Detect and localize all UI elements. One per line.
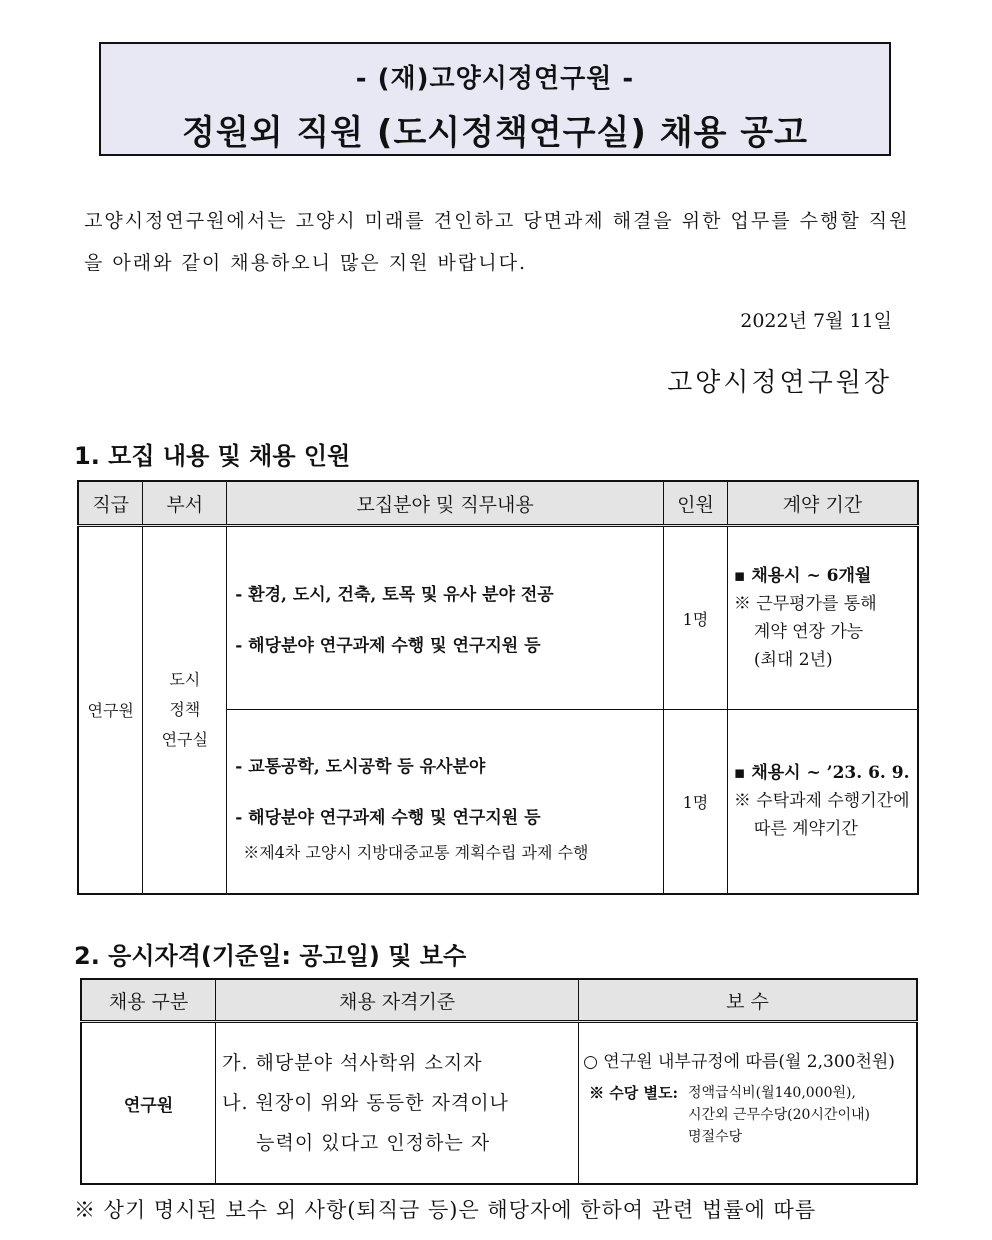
qualification-line: 능력이 있다고 인정하는 자 bbox=[256, 1132, 491, 1154]
count-cell: 1명 bbox=[664, 526, 728, 710]
period-note: ※ 수탁과제 수행기간에 bbox=[733, 791, 910, 812]
signer: 고양시정연구원장 bbox=[667, 368, 892, 398]
period-cell bbox=[727, 526, 918, 710]
period-note: ※ 근무평가를 통해 bbox=[733, 594, 877, 614]
duties-cell bbox=[227, 710, 664, 894]
section1-heading: 1. 모집 내용 및 채용 인원 bbox=[74, 442, 351, 470]
dept-line: 연구실 bbox=[161, 729, 208, 749]
period-main: ▪ 채용시 ~ 6개월 bbox=[733, 566, 872, 586]
duty-line: - 교통공학, 도시공학 등 유사분야 bbox=[235, 756, 486, 777]
col-header: 계약 기간 bbox=[727, 481, 918, 526]
pay-cell bbox=[579, 1022, 917, 1185]
period-note: 따른 계약기간 bbox=[753, 819, 858, 840]
col-header: 직급 bbox=[78, 481, 143, 526]
pay-item: 시간외 근무수당(20시간이내) bbox=[688, 1107, 870, 1123]
duty-line: - 해당분야 연구과제 수행 및 연구지원 등 bbox=[235, 636, 541, 656]
duties-cell bbox=[227, 526, 664, 710]
period-cell bbox=[727, 710, 918, 894]
count-cell: 1명 bbox=[664, 710, 728, 894]
recruitment-table bbox=[77, 480, 919, 895]
table-row bbox=[81, 1022, 917, 1185]
intro-paragraph: 고양시정연구원에서는 고양시 미래를 견인하고 당면과제 해결을 위한 업무를 수행할 직원을 아래와 같이 채용하오니 많은 지원 바랍니다. bbox=[84, 210, 910, 274]
section2-heading: 2. 응시자격(기준일: 공고일) 및 보수 bbox=[74, 942, 467, 970]
title-box bbox=[99, 42, 891, 156]
table-header-row bbox=[78, 481, 918, 526]
qualification-line: 가. 해당분야 석사학위 소지자 bbox=[222, 1052, 483, 1074]
period-note: 계약 연장 가능 bbox=[753, 622, 864, 642]
col-header: 모집분야 및 직무내용 bbox=[227, 481, 664, 526]
period-main: ▪ 채용시 ~ ’23. 6. 9. bbox=[733, 763, 910, 784]
pay-label: ※ 수당 별도: bbox=[589, 1084, 679, 1102]
title-main: 정원외 직원 (도시정책연구실) 채용 공고 bbox=[182, 113, 808, 153]
dept-line: 정책 bbox=[169, 699, 201, 719]
duty-line: - 해당분야 연구과제 수행 및 연구지원 등 bbox=[235, 807, 541, 828]
col-header: 인원 bbox=[664, 481, 728, 526]
pay-item: 정액급식비(월140,000원), bbox=[688, 1085, 856, 1101]
col-header: 보 수 bbox=[579, 979, 917, 1022]
qualification-cell bbox=[216, 1022, 579, 1185]
qualification-line: 나. 원장이 위와 동등한 자격이나 bbox=[222, 1092, 509, 1114]
table-row bbox=[78, 526, 918, 710]
duty-note: ※제4차 고양시 지방대중교통 계획수립 과제 수행 bbox=[243, 842, 589, 862]
col-header: 채용 자격기준 bbox=[216, 979, 579, 1022]
pay-extra bbox=[583, 1082, 916, 1148]
pay-main: ○ 연구원 내부규정에 따름(월 2,300천원) bbox=[583, 1052, 895, 1072]
announcement-date: 2022년 7월 11일 bbox=[740, 310, 892, 332]
rank-cell: 연구원 bbox=[78, 526, 143, 894]
title-subtitle: - (재)고양시정연구원 - bbox=[355, 64, 635, 94]
period-note: (최대 2년) bbox=[753, 650, 833, 670]
type-cell: 연구원 bbox=[81, 1022, 216, 1185]
dept-cell bbox=[143, 526, 227, 894]
pay-item: 명절수당 bbox=[688, 1129, 743, 1145]
dept-line: 도시 bbox=[169, 669, 201, 689]
qualification-table bbox=[80, 978, 918, 1185]
col-header: 채용 구분 bbox=[81, 979, 216, 1022]
duty-line: - 환경, 도시, 건축, 토목 및 유사 분야 전공 bbox=[235, 585, 554, 605]
table-header-row bbox=[81, 979, 917, 1022]
footer-note: ※ 상기 명시된 보수 외 사항(퇴직금 등)은 해당자에 한하여 관련 법률에 따름 bbox=[74, 1198, 817, 1222]
col-header: 부서 bbox=[143, 481, 227, 526]
